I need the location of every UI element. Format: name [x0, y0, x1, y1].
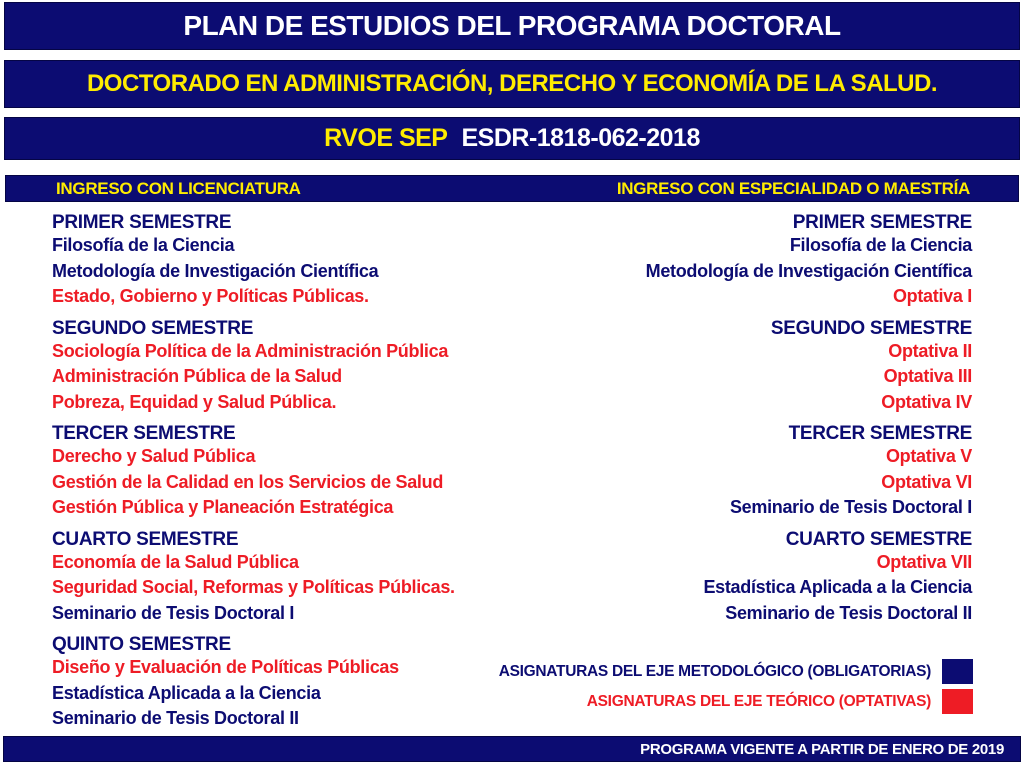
course-item: Optativa VI [881, 471, 972, 492]
footer-bar [3, 736, 1021, 762]
legend-row-metodologico [499, 658, 973, 685]
course-item: Derecho y Salud Pública [52, 446, 256, 466]
course-item: Gestión de la Calidad en los Servicios de Salud [52, 471, 444, 492]
course-item: Estadística Aplicada a la Ciencia [703, 577, 972, 597]
course-item: Optativa II [888, 340, 972, 361]
licenciatura-column [52, 212, 522, 740]
page-title: PLAN DE ESTUDIOS DEL PROGRAMA DOCTORAL [183, 10, 841, 41]
semester-title: TERCER SEMESTRE [788, 423, 972, 444]
course-item: Administración Pública de la Salud [52, 366, 342, 386]
program-name-banner [4, 60, 1020, 108]
course-item: Filosofía de la Ciencia [52, 235, 235, 255]
course-item: Seminario de Tesis Doctoral II [52, 708, 299, 728]
course-list [52, 233, 522, 310]
course-item: Gestión Pública y Planeación Estratégica [52, 497, 394, 517]
course-item: Metodología de Investigación Científica [52, 260, 379, 281]
legend [499, 658, 973, 718]
legend-row-teorico [499, 688, 973, 715]
course-item: Pobreza, Equidad y Salud Pública. [52, 391, 337, 412]
footer-text: PROGRAMA VIGENTE A PARTIR DE ENERO DE 2019 [640, 740, 1004, 758]
teorico-color-swatch [942, 689, 973, 714]
course-item: Seminario de Tesis Doctoral I [52, 602, 295, 623]
course-list [52, 655, 522, 732]
course-item: Economía de la Salud Pública [52, 551, 299, 572]
semester-title: CUARTO SEMESTRE [785, 528, 972, 550]
course-item: Seminario de Tesis Doctoral II [725, 602, 972, 623]
course-item: Seminario de Tesis Doctoral I [729, 497, 972, 517]
semester-title: SEGUNDO SEMESTRE [52, 317, 254, 339]
course-list [502, 339, 972, 416]
semester-title: PRIMER SEMESTRE [792, 212, 972, 233]
semester-block [52, 212, 522, 310]
semester-block [502, 212, 972, 310]
course-item: Sociología Política de la Administración Pública [52, 340, 449, 361]
course-item: Optativa III [883, 366, 972, 386]
course-list [502, 550, 972, 627]
semester-title: CUARTO SEMESTRE [52, 528, 239, 550]
course-list [52, 444, 522, 521]
course-list [52, 339, 522, 416]
course-item: Metodología de Investigación Científica [645, 260, 972, 281]
rvoe-code: ESDR-1818-062-2018 [461, 124, 700, 152]
course-item: Filosofía de la Ciencia [789, 235, 972, 255]
course-list [52, 550, 522, 627]
semester-title: SEGUNDO SEMESTRE [770, 317, 972, 339]
legend-label-metodologico: ASIGNATURAS DEL EJE METODOLÓGICO (OBLIGATORIAS) [498, 662, 931, 680]
semester-title: PRIMER SEMESTRE [52, 212, 232, 233]
course-item: Estadística Aplicada a la Ciencia [52, 682, 321, 703]
semester-block [52, 529, 522, 627]
course-item: Diseño y Evaluación de Políticas Públicas [52, 657, 399, 677]
semester-title: QUINTO SEMESTRE [52, 634, 231, 655]
semester-block [502, 423, 972, 521]
course-item: Optativa V [885, 446, 972, 466]
course-item: Optativa IV [881, 391, 972, 412]
page-title-banner [4, 2, 1020, 50]
column-header-bar [5, 175, 1019, 202]
semester-block [52, 634, 522, 732]
maestria-column [502, 212, 972, 634]
semester-block [52, 423, 522, 521]
legend-label-teorico: ASIGNATURAS DEL EJE TEÓRICO (OPTATIVAS) [586, 692, 931, 710]
column-header-licenciatura: INGRESO CON LICENCIATURA [56, 178, 301, 198]
rvoe-label: RVOE SEP [324, 124, 448, 152]
metodologico-color-swatch [942, 659, 973, 684]
semester-block [502, 529, 972, 627]
course-item: Optativa I [892, 286, 972, 306]
course-item: Optativa VII [876, 551, 972, 572]
rvoe-banner [4, 117, 1020, 160]
program-name: DOCTORADO EN ADMINISTRACIÓN, DERECHO Y ECONOMÍA DE LA SALUD. [86, 70, 938, 97]
course-item: Estado, Gobierno y Políticas Públicas. [52, 286, 369, 306]
column-header-maestria: INGRESO CON ESPECIALIDAD O MAESTRÍA [616, 178, 970, 198]
semester-title: TERCER SEMESTRE [52, 423, 236, 444]
course-list [502, 233, 972, 310]
course-list [502, 444, 972, 521]
semester-block [52, 318, 522, 416]
course-item: Seguridad Social, Reformas y Políticas Públicas. [52, 577, 455, 597]
semester-block [502, 318, 972, 416]
